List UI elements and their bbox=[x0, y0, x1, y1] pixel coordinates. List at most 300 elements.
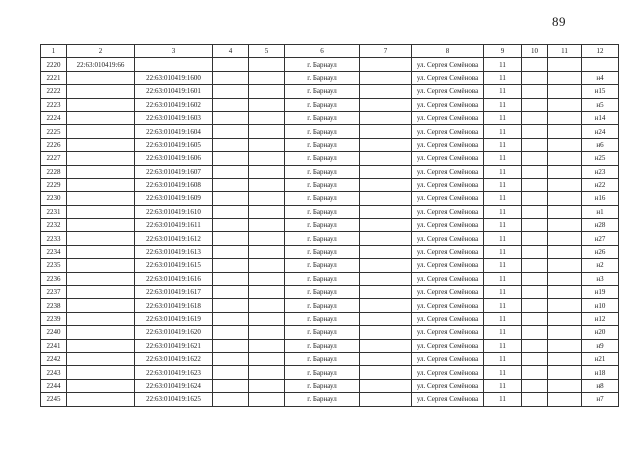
cell-7-cell bbox=[360, 138, 412, 151]
row-number-cell: 2225 bbox=[41, 125, 67, 138]
house-number-cell: 11 bbox=[484, 352, 522, 365]
cell-7-cell bbox=[360, 299, 412, 312]
cell-10-cell bbox=[522, 299, 548, 312]
cell-4-cell bbox=[213, 339, 249, 352]
parcel-number-cell bbox=[67, 98, 135, 111]
street-cell: ул. Сергея Семёнова bbox=[412, 165, 484, 178]
city-cell: г. Барнаул bbox=[285, 71, 360, 84]
cell-11-cell bbox=[548, 111, 582, 124]
cadastral-number-cell: 22:63:010419:1622 bbox=[135, 352, 213, 365]
cell-7-cell bbox=[360, 379, 412, 392]
cell-10-cell bbox=[522, 366, 548, 379]
row-number-cell: 2233 bbox=[41, 232, 67, 245]
parcel-number-cell bbox=[67, 312, 135, 325]
cell-10-cell bbox=[522, 71, 548, 84]
cadastral-number-cell: 22:63:010419:1609 bbox=[135, 192, 213, 205]
cell-7-cell bbox=[360, 178, 412, 191]
cell-11-cell bbox=[548, 312, 582, 325]
city-cell: г. Барнаул bbox=[285, 379, 360, 392]
premises-number-cell: н28 bbox=[582, 219, 619, 232]
cell-5-cell bbox=[249, 71, 285, 84]
street-cell: ул. Сергея Семёнова bbox=[412, 58, 484, 71]
cell-7-cell bbox=[360, 98, 412, 111]
premises-number-cell: н26 bbox=[582, 245, 619, 258]
premises-number-cell: н20 bbox=[582, 326, 619, 339]
row-number-cell: 2242 bbox=[41, 352, 67, 365]
cell-11-cell bbox=[548, 125, 582, 138]
city-cell: г. Барнаул bbox=[285, 152, 360, 165]
cell-7-cell bbox=[360, 326, 412, 339]
cell-4-cell bbox=[213, 245, 249, 258]
table-row bbox=[41, 326, 619, 339]
cadastral-number-cell: 22:63:010419:1606 bbox=[135, 152, 213, 165]
cell-11-cell bbox=[548, 286, 582, 299]
column-header: 11 bbox=[548, 45, 582, 58]
parcel-number-cell bbox=[67, 205, 135, 218]
cell-4-cell bbox=[213, 379, 249, 392]
street-cell: ул. Сергея Семёнова bbox=[412, 219, 484, 232]
house-number-cell: 11 bbox=[484, 71, 522, 84]
cell-10-cell bbox=[522, 205, 548, 218]
house-number-cell: 11 bbox=[484, 178, 522, 191]
cell-4-cell bbox=[213, 259, 249, 272]
parcel-number-cell bbox=[67, 259, 135, 272]
cadastral-number-cell: 22:63:010419:1605 bbox=[135, 138, 213, 151]
parcel-number-cell bbox=[67, 393, 135, 406]
cell-10-cell bbox=[522, 138, 548, 151]
cell-7-cell bbox=[360, 219, 412, 232]
parcel-number-cell: 22:63:010419:66 bbox=[67, 58, 135, 71]
cadastral-number-cell: 22:63:010419:1604 bbox=[135, 125, 213, 138]
cell-4-cell bbox=[213, 219, 249, 232]
cadastral-number-cell: 22:63:010419:1624 bbox=[135, 379, 213, 392]
cell-7-cell bbox=[360, 245, 412, 258]
premises-number-cell: н19 bbox=[582, 286, 619, 299]
city-cell: г. Барнаул bbox=[285, 85, 360, 98]
row-number-cell: 2228 bbox=[41, 165, 67, 178]
premises-number-cell: н18 bbox=[582, 366, 619, 379]
column-header: 9 bbox=[484, 45, 522, 58]
street-cell: ул. Сергея Семёнова bbox=[412, 245, 484, 258]
street-cell: ул. Сергея Семёнова bbox=[412, 339, 484, 352]
cell-10-cell bbox=[522, 219, 548, 232]
cell-5-cell bbox=[249, 312, 285, 325]
street-cell: ул. Сергея Семёнова bbox=[412, 152, 484, 165]
parcel-number-cell bbox=[67, 299, 135, 312]
parcel-number-cell bbox=[67, 125, 135, 138]
cell-4-cell bbox=[213, 152, 249, 165]
city-cell: г. Барнаул bbox=[285, 352, 360, 365]
cadastral-number-cell: 22:63:010419:1607 bbox=[135, 165, 213, 178]
row-number-cell: 2220 bbox=[41, 58, 67, 71]
cadastral-number-cell: 22:63:010419:1621 bbox=[135, 339, 213, 352]
row-number-cell: 2237 bbox=[41, 286, 67, 299]
cell-11-cell bbox=[548, 205, 582, 218]
cell-11-cell bbox=[548, 232, 582, 245]
cell-7-cell bbox=[360, 339, 412, 352]
city-cell: г. Барнаул bbox=[285, 366, 360, 379]
column-header: 8 bbox=[412, 45, 484, 58]
cadastral-number-cell: 22:63:010419:1616 bbox=[135, 272, 213, 285]
cell-4-cell bbox=[213, 165, 249, 178]
house-number-cell: 11 bbox=[484, 85, 522, 98]
street-cell: ул. Сергея Семёнова bbox=[412, 232, 484, 245]
column-header: 4 bbox=[213, 45, 249, 58]
house-number-cell: 11 bbox=[484, 393, 522, 406]
parcel-number-cell bbox=[67, 178, 135, 191]
parcel-number-cell bbox=[67, 85, 135, 98]
cell-11-cell bbox=[548, 178, 582, 191]
parcel-number-cell bbox=[67, 245, 135, 258]
table-row bbox=[41, 58, 619, 71]
premises-number-cell: н22 bbox=[582, 178, 619, 191]
cadastral-number-cell: 22:63:010419:1618 bbox=[135, 299, 213, 312]
cell-10-cell bbox=[522, 272, 548, 285]
street-cell: ул. Сергея Семёнова bbox=[412, 366, 484, 379]
cell-5-cell bbox=[249, 85, 285, 98]
cadastral-number-cell: 22:63:010419:1600 bbox=[135, 71, 213, 84]
cell-4-cell bbox=[213, 326, 249, 339]
cell-5-cell bbox=[249, 339, 285, 352]
table-row bbox=[41, 245, 619, 258]
street-cell: ул. Сергея Семёнова bbox=[412, 178, 484, 191]
cell-11-cell bbox=[548, 366, 582, 379]
cell-5-cell bbox=[249, 366, 285, 379]
table-row bbox=[41, 352, 619, 365]
column-header: 7 bbox=[360, 45, 412, 58]
cell-4-cell bbox=[213, 205, 249, 218]
premises-number-cell: н23 bbox=[582, 165, 619, 178]
row-number-cell: 2221 bbox=[41, 71, 67, 84]
row-number-cell: 2226 bbox=[41, 138, 67, 151]
cell-7-cell bbox=[360, 366, 412, 379]
cell-7-cell bbox=[360, 272, 412, 285]
row-number-cell: 2234 bbox=[41, 245, 67, 258]
cell-4-cell bbox=[213, 178, 249, 191]
city-cell: г. Барнаул bbox=[285, 205, 360, 218]
row-number-cell: 2223 bbox=[41, 98, 67, 111]
premises-number-cell: н8 bbox=[582, 379, 619, 392]
row-number-cell: 2222 bbox=[41, 85, 67, 98]
cell-7-cell bbox=[360, 85, 412, 98]
page-number: 89 bbox=[552, 14, 566, 29]
cadastral-number-cell: 22:63:010419:1617 bbox=[135, 286, 213, 299]
table-row bbox=[41, 192, 619, 205]
premises-number-cell bbox=[582, 58, 619, 71]
cell-4-cell bbox=[213, 58, 249, 71]
house-number-cell: 11 bbox=[484, 111, 522, 124]
city-cell: г. Барнаул bbox=[285, 219, 360, 232]
cell-7-cell bbox=[360, 111, 412, 124]
cell-11-cell bbox=[548, 299, 582, 312]
cell-10-cell bbox=[522, 178, 548, 191]
city-cell: г. Барнаул bbox=[285, 259, 360, 272]
city-cell: г. Барнаул bbox=[285, 339, 360, 352]
row-number-cell: 2231 bbox=[41, 205, 67, 218]
cell-5-cell bbox=[249, 232, 285, 245]
row-number-cell: 2232 bbox=[41, 219, 67, 232]
cell-11-cell bbox=[548, 85, 582, 98]
cell-7-cell bbox=[360, 125, 412, 138]
premises-number-cell: н2 bbox=[582, 259, 619, 272]
cell-10-cell bbox=[522, 245, 548, 258]
row-number-cell: 2244 bbox=[41, 379, 67, 392]
cell-7-cell bbox=[360, 232, 412, 245]
column-header: 2 bbox=[67, 45, 135, 58]
cadastral-number-cell: 22:63:010419:1625 bbox=[135, 393, 213, 406]
cell-10-cell bbox=[522, 393, 548, 406]
cell-4-cell bbox=[213, 312, 249, 325]
house-number-cell: 11 bbox=[484, 205, 522, 218]
parcel-number-cell bbox=[67, 138, 135, 151]
premises-number-cell: н1 bbox=[582, 205, 619, 218]
city-cell: г. Барнаул bbox=[285, 178, 360, 191]
cell-7-cell bbox=[360, 259, 412, 272]
cell-11-cell bbox=[548, 71, 582, 84]
cell-5-cell bbox=[249, 272, 285, 285]
cell-10-cell bbox=[522, 379, 548, 392]
cell-5-cell bbox=[249, 259, 285, 272]
premises-number-cell: н3 bbox=[582, 272, 619, 285]
column-header: 5 bbox=[249, 45, 285, 58]
cell-4-cell bbox=[213, 71, 249, 84]
cell-4-cell bbox=[213, 138, 249, 151]
table-row bbox=[41, 366, 619, 379]
street-cell: ул. Сергея Семёнова bbox=[412, 98, 484, 111]
street-cell: ул. Сергея Семёнова bbox=[412, 326, 484, 339]
house-number-cell: 11 bbox=[484, 219, 522, 232]
cell-5-cell bbox=[249, 58, 285, 71]
house-number-cell: 11 bbox=[484, 192, 522, 205]
cell-11-cell bbox=[548, 339, 582, 352]
cell-4-cell bbox=[213, 111, 249, 124]
street-cell: ул. Сергея Семёнова bbox=[412, 111, 484, 124]
cell-10-cell bbox=[522, 125, 548, 138]
city-cell: г. Барнаул bbox=[285, 245, 360, 258]
city-cell: г. Барнаул bbox=[285, 192, 360, 205]
row-number-cell: 2235 bbox=[41, 259, 67, 272]
cell-4-cell bbox=[213, 125, 249, 138]
cell-4-cell bbox=[213, 232, 249, 245]
table-row bbox=[41, 339, 619, 352]
parcel-number-cell bbox=[67, 272, 135, 285]
city-cell: г. Барнаул bbox=[285, 299, 360, 312]
city-cell: г. Барнаул bbox=[285, 58, 360, 71]
row-number-cell: 2227 bbox=[41, 152, 67, 165]
column-header: 10 bbox=[522, 45, 548, 58]
cadastral-number-cell: 22:63:010419:1623 bbox=[135, 366, 213, 379]
premises-number-cell: н27 bbox=[582, 232, 619, 245]
parcel-number-cell bbox=[67, 71, 135, 84]
house-number-cell: 11 bbox=[484, 339, 522, 352]
cell-10-cell bbox=[522, 85, 548, 98]
cell-11-cell bbox=[548, 259, 582, 272]
city-cell: г. Барнаул bbox=[285, 165, 360, 178]
cell-11-cell bbox=[548, 165, 582, 178]
street-cell: ул. Сергея Семёнова bbox=[412, 393, 484, 406]
house-number-cell: 11 bbox=[484, 98, 522, 111]
table-row bbox=[41, 299, 619, 312]
cell-10-cell bbox=[522, 165, 548, 178]
row-number-cell: 2238 bbox=[41, 299, 67, 312]
city-cell: г. Барнаул bbox=[285, 286, 360, 299]
row-number-cell: 2245 bbox=[41, 393, 67, 406]
cell-7-cell bbox=[360, 58, 412, 71]
table-header-row bbox=[41, 45, 619, 58]
cell-7-cell bbox=[360, 312, 412, 325]
cell-5-cell bbox=[249, 125, 285, 138]
house-number-cell: 11 bbox=[484, 272, 522, 285]
city-cell: г. Барнаул bbox=[285, 98, 360, 111]
city-cell: г. Барнаул bbox=[285, 138, 360, 151]
cell-11-cell bbox=[548, 393, 582, 406]
cell-10-cell bbox=[522, 58, 548, 71]
premises-number-cell: н14 bbox=[582, 111, 619, 124]
cell-10-cell bbox=[522, 98, 548, 111]
table-row bbox=[41, 379, 619, 392]
cell-10-cell bbox=[522, 259, 548, 272]
house-number-cell: 11 bbox=[484, 366, 522, 379]
premises-number-cell: н6 bbox=[582, 138, 619, 151]
parcel-number-cell bbox=[67, 152, 135, 165]
premises-number-cell: н24 bbox=[582, 125, 619, 138]
house-number-cell: 11 bbox=[484, 232, 522, 245]
cell-4-cell bbox=[213, 366, 249, 379]
street-cell: ул. Сергея Семёнова bbox=[412, 125, 484, 138]
house-number-cell: 11 bbox=[484, 152, 522, 165]
cell-7-cell bbox=[360, 393, 412, 406]
cell-5-cell bbox=[249, 352, 285, 365]
cell-5-cell bbox=[249, 219, 285, 232]
parcel-number-cell bbox=[67, 219, 135, 232]
cell-10-cell bbox=[522, 286, 548, 299]
cadastral-number-cell: 22:63:010419:1620 bbox=[135, 326, 213, 339]
cell-7-cell bbox=[360, 352, 412, 365]
cell-11-cell bbox=[548, 98, 582, 111]
parcel-number-cell bbox=[67, 286, 135, 299]
house-number-cell: 11 bbox=[484, 286, 522, 299]
table-row bbox=[41, 125, 619, 138]
cell-4-cell bbox=[213, 393, 249, 406]
table-row bbox=[41, 286, 619, 299]
registry-table bbox=[40, 44, 619, 407]
premises-number-cell: н15 bbox=[582, 85, 619, 98]
cadastral-number-cell: 22:63:010419:1602 bbox=[135, 98, 213, 111]
street-cell: ул. Сергея Семёнова bbox=[412, 259, 484, 272]
table-row bbox=[41, 85, 619, 98]
cell-4-cell bbox=[213, 85, 249, 98]
cell-10-cell bbox=[522, 232, 548, 245]
house-number-cell: 11 bbox=[484, 138, 522, 151]
row-number-cell: 2240 bbox=[41, 326, 67, 339]
parcel-number-cell bbox=[67, 326, 135, 339]
column-header: 12 bbox=[582, 45, 619, 58]
cell-5-cell bbox=[249, 178, 285, 191]
row-number-cell: 2239 bbox=[41, 312, 67, 325]
cell-7-cell bbox=[360, 286, 412, 299]
cell-10-cell bbox=[522, 312, 548, 325]
parcel-number-cell bbox=[67, 192, 135, 205]
cadastral-number-cell: 22:63:010419:1619 bbox=[135, 312, 213, 325]
cell-11-cell bbox=[548, 326, 582, 339]
row-number-cell: 2230 bbox=[41, 192, 67, 205]
street-cell: ул. Сергея Семёнова bbox=[412, 352, 484, 365]
premises-number-cell: н10 bbox=[582, 299, 619, 312]
cell-10-cell bbox=[522, 111, 548, 124]
cell-5-cell bbox=[249, 152, 285, 165]
premises-number-cell: н9 bbox=[582, 339, 619, 352]
street-cell: ул. Сергея Семёнова bbox=[412, 138, 484, 151]
cadastral-number-cell: 22:63:010419:1611 bbox=[135, 219, 213, 232]
street-cell: ул. Сергея Семёнова bbox=[412, 192, 484, 205]
cadastral-number-cell: 22:63:010419:1608 bbox=[135, 178, 213, 191]
house-number-cell: 11 bbox=[484, 245, 522, 258]
cell-11-cell bbox=[548, 138, 582, 151]
cell-7-cell bbox=[360, 205, 412, 218]
cell-11-cell bbox=[548, 192, 582, 205]
premises-number-cell: н5 bbox=[582, 98, 619, 111]
cell-4-cell bbox=[213, 286, 249, 299]
cell-7-cell bbox=[360, 165, 412, 178]
city-cell: г. Барнаул bbox=[285, 111, 360, 124]
parcel-number-cell bbox=[67, 232, 135, 245]
city-cell: г. Барнаул bbox=[285, 125, 360, 138]
table-row bbox=[41, 178, 619, 191]
table-row bbox=[41, 272, 619, 285]
cell-10-cell bbox=[522, 192, 548, 205]
cell-4-cell bbox=[213, 352, 249, 365]
cell-5-cell bbox=[249, 379, 285, 392]
premises-number-cell: н7 bbox=[582, 393, 619, 406]
cell-5-cell bbox=[249, 393, 285, 406]
cell-7-cell bbox=[360, 192, 412, 205]
column-header: 6 bbox=[285, 45, 360, 58]
house-number-cell: 11 bbox=[484, 165, 522, 178]
street-cell: ул. Сергея Семёнова bbox=[412, 272, 484, 285]
house-number-cell: 11 bbox=[484, 312, 522, 325]
city-cell: г. Барнаул bbox=[285, 272, 360, 285]
cell-11-cell bbox=[548, 379, 582, 392]
cadastral-number-cell: 22:63:010419:1601 bbox=[135, 85, 213, 98]
cell-5-cell bbox=[249, 192, 285, 205]
cell-5-cell bbox=[249, 98, 285, 111]
cadastral-number-cell: 22:63:010419:1613 bbox=[135, 245, 213, 258]
cell-4-cell bbox=[213, 98, 249, 111]
cadastral-number-cell bbox=[135, 58, 213, 71]
premises-number-cell: н4 bbox=[582, 71, 619, 84]
table-row bbox=[41, 232, 619, 245]
cadastral-number-cell: 22:63:010419:1615 bbox=[135, 259, 213, 272]
house-number-cell: 11 bbox=[484, 299, 522, 312]
cadastral-number-cell: 22:63:010419:1612 bbox=[135, 232, 213, 245]
cell-11-cell bbox=[548, 272, 582, 285]
house-number-cell: 11 bbox=[484, 326, 522, 339]
cell-11-cell bbox=[548, 245, 582, 258]
cell-11-cell bbox=[548, 152, 582, 165]
cell-4-cell bbox=[213, 299, 249, 312]
city-cell: г. Барнаул bbox=[285, 326, 360, 339]
parcel-number-cell bbox=[67, 111, 135, 124]
row-number-cell: 2241 bbox=[41, 339, 67, 352]
table-row bbox=[41, 98, 619, 111]
city-cell: г. Барнаул bbox=[285, 232, 360, 245]
cell-5-cell bbox=[249, 245, 285, 258]
table-row bbox=[41, 111, 619, 124]
parcel-number-cell bbox=[67, 339, 135, 352]
cell-5-cell bbox=[249, 299, 285, 312]
cell-7-cell bbox=[360, 152, 412, 165]
table-row bbox=[41, 71, 619, 84]
